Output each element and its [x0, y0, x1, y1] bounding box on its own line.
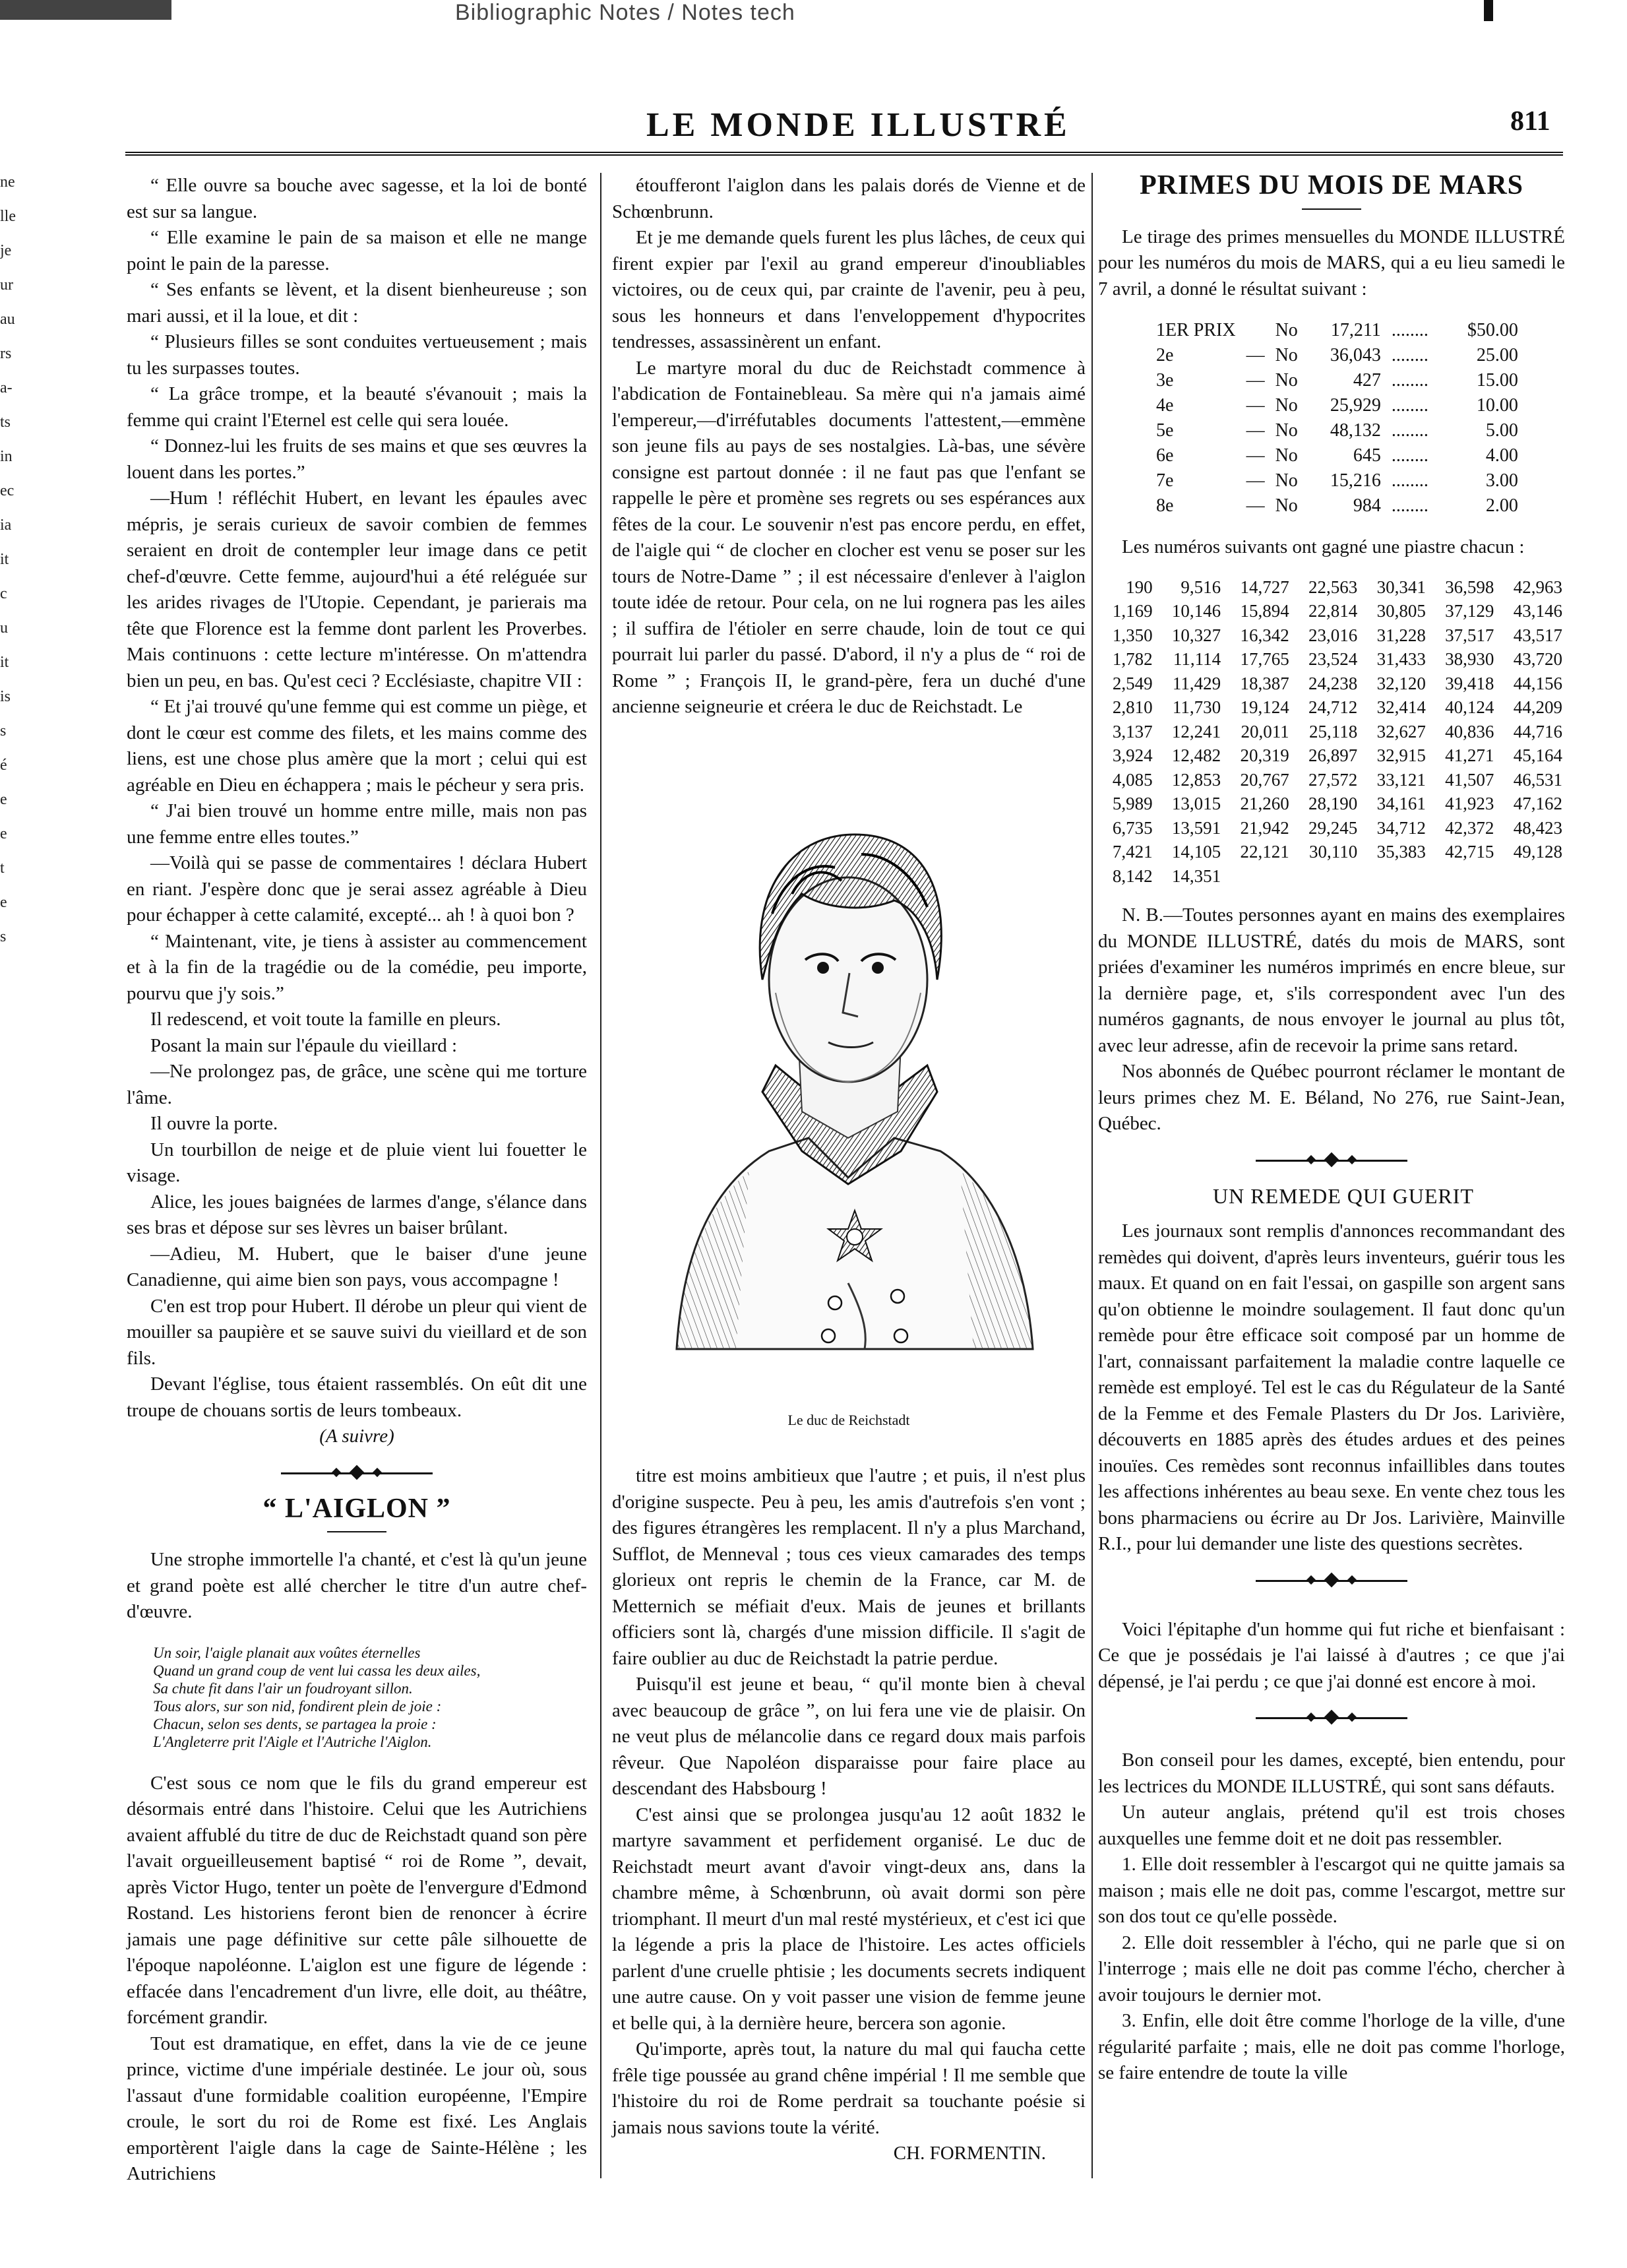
- paragraph: Un auteur anglais, prétend qu'il est trois choses auxquelles une femme doit et ne doit pas ressembler.: [1098, 1802, 1565, 1849]
- numbers-row: [1098, 599, 1565, 623]
- winning-numbers-intro: Les numéros suivants ont gagné une piastre chacun :: [1122, 536, 1525, 557]
- poem-line: Tous alors, sur son nid, fondirent plein de joie :: [153, 1697, 442, 1715]
- prize-amount: 4.00: [1485, 445, 1518, 466]
- winning-number: 20,319: [1240, 745, 1289, 765]
- column-2: [612, 173, 1086, 720]
- prize-dash: —: [1246, 495, 1265, 516]
- winning-number: [1428, 864, 1497, 889]
- winning-number: 41,271: [1445, 745, 1494, 765]
- winning-number: 30,341: [1376, 577, 1426, 597]
- bon-conseil-article: [1098, 1748, 1565, 2087]
- winning-number: [1496, 864, 1565, 889]
- paragraph: “ Elle examine le pain de sa maison et elle ne mange point le pain de la paresse.: [127, 227, 587, 274]
- nb-notice: N. B.—Toutes personnes ayant en mains des exemplaires du MONDE ILLUSTRÉ, datés du mois de MARS, sont priées d'examiner les numéros imprimés en encre bleue, sur la dernière page, et, s'ils correspondent avec l'un des numéros gagnants, de nous envoyer le journal au plus tôt, avec leur adresse, afin de recevoir la prime sans retard.: [1098, 904, 1565, 1056]
- prize-dots: ........: [1391, 320, 1428, 340]
- remede-paragraph: Les journaux sont remplis d'annonces recommandant des remèdes qui doivent, d'après leurs inventeurs, guérir tous les maux. Et quand on en fait l'essai, on gaspille son argent sans qu'on obtienne le moindre soulagement. Il faut donc qu'un remède pour être efficace soit composé par un homme de l'art, connaissant parfaitement la maladie contre laquelle ce remède est employé. Tel est le cas du Régulateur de la Santé de la Femme et des Female Plasters du Dr Jos. Larivière, découverts en 1885 après des études ardues et des peines inouïes. Ces remèdes sont reconnus infaillibles dans toutes les affections inhérentes au beau sexe. En vente chez tous les bons pharmaciens ou écrire au Dr Jos. Larivière, Mainville R.I., pour lui demander une liste des questions secrètes.: [1098, 1220, 1565, 1554]
- margin-fragment: s: [0, 722, 7, 740]
- margin-fragment: rs: [0, 345, 12, 362]
- prize-no: No: [1275, 320, 1298, 340]
- margin-fragment: c: [0, 585, 7, 602]
- winning-number: 22,563: [1308, 577, 1358, 597]
- margin-fragment: s: [0, 928, 7, 945]
- winning-number: 44,156: [1513, 673, 1562, 693]
- numbers-row: [1098, 695, 1565, 720]
- prize-dots: ........: [1391, 445, 1428, 466]
- winning-number: 1,782: [1112, 649, 1153, 669]
- winning-number: 46,531: [1513, 769, 1562, 790]
- poem-line: Sa chute fit dans l'air un foudroyant sillon.: [153, 1680, 413, 1697]
- paragraph: Posant la main sur l'épaule du vieillard :: [150, 1034, 458, 1056]
- winning-number: 18,387: [1240, 673, 1289, 693]
- author-signature: CH. FORMENTIN.: [893, 2143, 1046, 2164]
- winning-number: 37,129: [1445, 601, 1494, 621]
- prize-no: No: [1275, 345, 1298, 365]
- winning-number: 33,121: [1376, 769, 1426, 790]
- margin-fragment: t: [0, 860, 5, 877]
- heading-rule: [327, 1531, 386, 1532]
- poem-line: Un soir, l'aigle planait aux voûtes éternelles: [153, 1644, 421, 1661]
- paragraph: Il ouvre la porte.: [150, 1113, 278, 1134]
- prize-amount: 5.00: [1485, 420, 1518, 441]
- margin-fragment: ne: [0, 173, 15, 191]
- section-ornament: [1098, 1708, 1565, 1728]
- winning-number: 49,128: [1513, 842, 1562, 862]
- prize-dash: —: [1246, 445, 1265, 466]
- numbers-row: [1098, 575, 1565, 600]
- winning-number: 48,423: [1513, 817, 1562, 838]
- quebec-notice: Nos abonnés de Québec pourront réclamer le montant de leurs primes chez M. E. Béland, No 276, rue Saint-Jean, Québec.: [1098, 1061, 1565, 1134]
- winning-number: [1223, 864, 1292, 889]
- winning-number: 34,712: [1376, 817, 1426, 838]
- winning-number: 24,238: [1308, 673, 1358, 693]
- winning-number: 5,989: [1112, 794, 1153, 813]
- winning-number: 13,591: [1171, 817, 1221, 838]
- winning-number: 20,011: [1241, 721, 1289, 741]
- prize-rank: 2e: [1156, 345, 1174, 365]
- portrait-duc-de-reichstadt: [637, 782, 1059, 1356]
- numbers-row: [1098, 743, 1565, 768]
- winning-number: 14,105: [1171, 842, 1221, 862]
- prize-amount: 2.00: [1485, 495, 1518, 516]
- paragraph: titre est moins ambitieux que l'autre ; et puis, il n'est plus d'origine suspecte. Peu à peu, les amis d'autrefois s'en vont ; des figures étrangères les remplacent. Il n'y a plus Marchand, Sufflot, de Menneval ; tous ces vieux camarades des temps glorieux ont repris le chemin de la France, car M. de Metternich se méfiait d'eux. Mais de jeunes et brillants officiers sont là, chargés d'une mission difficile. Il s'agit de faire oublier au duc de Reichstadt la patrie perdue.: [612, 1465, 1086, 1669]
- winning-number: 29,245: [1308, 817, 1358, 838]
- prize-dots: ........: [1391, 420, 1428, 441]
- paragraph: Qu'importe, après tout, la nature du mal qui faucha cette frêle tige poussée au grand chêne impérial ! Il me semble que l'histoire du roi de Rome perdrait sa touchante poésie si jamais nous savions toute la vérité.: [612, 2038, 1086, 2138]
- winning-number: 30,110: [1309, 842, 1358, 862]
- margin-fragment: je: [0, 242, 12, 259]
- winning-number: 42,963: [1513, 577, 1562, 597]
- winning-number: 23,524: [1308, 649, 1358, 669]
- winning-number: 28,190: [1308, 794, 1358, 813]
- section-ornament: [127, 1463, 587, 1483]
- prize-row: [1151, 393, 1523, 418]
- paragraph: “ Plusieurs filles se sont conduites vertueusement ; mais tu les surpasses toutes.: [127, 331, 587, 379]
- prize-row: [1151, 443, 1523, 468]
- winning-number: 11,730: [1172, 697, 1221, 717]
- winning-number: 19,124: [1240, 697, 1289, 717]
- numbers-row: [1098, 720, 1565, 744]
- prize-dash: —: [1246, 345, 1265, 365]
- prize-no: No: [1275, 470, 1298, 491]
- margin-fragments: [0, 165, 26, 1023]
- paragraph: 2. Elle doit ressembler à l'écho, qui ne parle que si on l'interroge ; mais elle ne doit pas comme l'écho, chercher à avoir toujours le dernier mot.: [1098, 1932, 1565, 2005]
- winning-number: 40,124: [1445, 697, 1494, 717]
- winning-number: 38,930: [1445, 649, 1494, 669]
- winning-number: 44,716: [1513, 721, 1562, 741]
- winning-number: 9,516: [1181, 577, 1221, 597]
- winning-number: 25,118: [1309, 721, 1358, 741]
- prize-number: 48,132: [1330, 420, 1381, 441]
- margin-fragment: au: [0, 311, 15, 328]
- winning-number: 20,767: [1240, 769, 1289, 790]
- prize-dash: —: [1246, 395, 1265, 416]
- paragraph: C'en est trop pour Hubert. Il dérobe un pleur qui vient de mouiller sa paupière et se sauve suivi du vieillard et de son fils.: [127, 1295, 587, 1369]
- column-3: [1098, 170, 1565, 2087]
- margin-fragment: a-: [0, 379, 13, 396]
- winning-number: 40,836: [1445, 721, 1494, 741]
- prize-dash: —: [1246, 420, 1265, 441]
- paragraph: Et je me demande quels furent les plus lâches, de ceux qui firent expier par l'exil au grand empereur d'inoubliables victoires, ou de ceux qui, par crainte de l'avenir, peu à peu, sous les honneurs et dans l'enveloppement d'hypocrites tendresses, assassinèrent un enfant.: [612, 227, 1086, 352]
- section-ornament: [1098, 1150, 1565, 1170]
- paragraph: Bon conseil pour les dames, excepté, bien entendu, pour les lectrices du MONDE ILLUSTRÉ, qui sont sans défauts.: [1098, 1749, 1565, 1797]
- winning-number: 13,015: [1171, 794, 1221, 813]
- numbers-row: [1098, 792, 1565, 816]
- winning-number: 41,507: [1445, 769, 1494, 790]
- prize-number: 17,211: [1330, 320, 1381, 340]
- prize-no: No: [1275, 495, 1298, 516]
- header-rule: [125, 152, 1563, 156]
- winning-number: 43,146: [1513, 601, 1562, 621]
- poem-line: L'Angleterre prit l'Aigle et l'Autriche l'Aiglon.: [153, 1733, 432, 1750]
- margin-fragment: e: [0, 894, 7, 911]
- numbers-row: [1098, 672, 1565, 696]
- prize-row: [1151, 368, 1523, 393]
- winning-number: 14,727: [1240, 577, 1289, 597]
- journal-title: LE MONDE ILLUSTRÉ: [646, 106, 1070, 144]
- numbers-row: [1098, 623, 1565, 648]
- winning-number: 11,114: [1173, 649, 1221, 669]
- winning-number: 10,327: [1171, 625, 1221, 645]
- winning-number: 4,085: [1112, 769, 1153, 790]
- margin-fragment: ia: [0, 517, 12, 534]
- prize-amount: $50.00: [1467, 320, 1518, 340]
- prize-dots: ........: [1391, 395, 1428, 416]
- numbers-row: [1098, 768, 1565, 792]
- winning-number: 39,418: [1445, 673, 1494, 693]
- winning-number: 11,429: [1172, 673, 1221, 693]
- prize-number: 984: [1353, 495, 1381, 516]
- winning-number: 14,351: [1171, 866, 1221, 886]
- column-2-lower: [612, 1463, 1086, 2167]
- winning-number: 190: [1126, 577, 1153, 597]
- paragraph: Devant l'église, tous étaient rassemblés. On eût dit une troupe de chouans sortis de leurs tombeaux.: [127, 1373, 587, 1421]
- paragraph: “ La grâce trompe, et la beauté s'évanouit ; mais la femme qui craint l'Eternel est celle qui sera louée.: [127, 383, 587, 431]
- paragraph: Tout est dramatique, en effet, dans la vie de ce jeune prince, victime d'une impériale destinée. Le jour où, sous l'assaut d'une formidable coalition européenne, l'Empire croule, le sort du roi de Rome est fixé. Les Anglais emportèrent l'aigle dans la cage de Sainte-Hélène ; les Autrichiens: [127, 2032, 587, 2184]
- paragraph: “ Et j'ai trouvé qu'une femme qui est comme un piège, et dont le cœur est comme des filets, et les mains comme des liens, est une chose plus amère que la mort ; celui qui est agréable en Dieu en échappera ; mais le pécheur y sera pris.: [127, 696, 587, 796]
- aiglon-article-end: [612, 1463, 1086, 2141]
- heading-rule: [1302, 208, 1361, 210]
- numbers-row: [1098, 647, 1565, 672]
- aiglon-intro: Une strophe immortelle l'a chanté, et c'est là qu'un jeune et grand poète est allé chercher le titre d'un autre chef-d'œuvre.: [127, 1549, 587, 1622]
- prize-row: [1151, 493, 1523, 519]
- prize-number: 36,043: [1330, 345, 1381, 365]
- prize-rank: 7e: [1156, 470, 1174, 491]
- winning-number: 44,209: [1513, 697, 1562, 717]
- winning-number: 31,228: [1376, 625, 1426, 645]
- winning-number: 32,627: [1376, 721, 1426, 741]
- column-divider-2: [1091, 173, 1093, 2178]
- winning-number: 42,715: [1445, 842, 1494, 862]
- winning-number: 12,853: [1171, 769, 1221, 790]
- winning-number: 24,712: [1308, 697, 1358, 717]
- remede-heading: UN REMEDE QUI GUERIT: [1213, 1183, 1474, 1208]
- prize-row: [1151, 418, 1523, 443]
- winning-number: 37,517: [1445, 625, 1494, 645]
- prize-table: [1151, 318, 1523, 519]
- numbers-row: [1098, 840, 1565, 864]
- paragraph: “ J'ai bien trouvé un homme entre mille, mais non pas une femme entre elles toutes.”: [127, 800, 587, 848]
- prize-rank: 1ER PRIX: [1156, 320, 1236, 340]
- paragraph: —Voilà qui se passe de commentaires ! déclara Hubert en riant. J'espère donc que je serai assez agréable à Dieu pour échapper à cette calamité, excepté... ah ! à quoi bon ?: [127, 852, 587, 926]
- prize-no: No: [1275, 445, 1298, 466]
- masthead: [0, 106, 1627, 145]
- prize-dots: ........: [1391, 345, 1428, 365]
- column-1: [127, 173, 587, 2188]
- portrait-caption: Le duc de Reichstadt: [787, 1412, 910, 1428]
- story-continuation: [127, 173, 587, 1424]
- poem-line: Chacun, selon ses dents, se partagea la proie :: [153, 1715, 437, 1732]
- winning-number: 31,433: [1376, 649, 1426, 669]
- winning-number: 10,146: [1171, 601, 1221, 621]
- winning-number: 26,897: [1308, 745, 1358, 765]
- prize-row: [1151, 343, 1523, 368]
- prize-amount: 15.00: [1476, 370, 1518, 391]
- paragraph: “ Elle ouvre sa bouche avec sagesse, et la loi de bonté est sur sa langue.: [127, 175, 587, 222]
- winning-number: 2,810: [1112, 697, 1153, 717]
- paragraph: “ Ses enfants se lèvent, et la disent bienheureuse ; son mari aussi, et il la loue, et dit :: [127, 279, 587, 327]
- margin-fragment: it: [0, 551, 9, 568]
- winning-number: 17,765: [1240, 649, 1289, 669]
- winning-number: 45,164: [1513, 745, 1562, 765]
- epitaph-paragraph: Voici l'épitaphe d'un homme qui fut riche et bienfaisant : Ce que je possédais je l'ai laissé à d'autres ; ce que j'ai dépensé, je l'ai perdu ; ce que j'ai donné est encore à moi.: [1098, 1618, 1565, 1692]
- paragraph: —Adieu, M. Hubert, que le baiser d'une jeune Canadienne, qui aime bien son pays, vous accompagne !: [127, 1243, 587, 1290]
- margin-fragment: lle: [0, 208, 16, 225]
- winning-number: 16,342: [1240, 625, 1289, 645]
- paragraph: 3. Enfin, elle doit être comme l'horloge de la ville, d'une régularité parfaite ; mais, elle ne doit pas comme l'horloge, se faire entendre de toute la ville: [1098, 2010, 1565, 2083]
- winning-number: 22,121: [1240, 842, 1289, 862]
- winning-number: [1360, 864, 1428, 889]
- prize-rank: 5e: [1156, 420, 1174, 441]
- winning-number: 22,814: [1308, 601, 1358, 621]
- winning-number: 41,923: [1445, 794, 1494, 813]
- running-note: Bibliographic Notes / Notes tech: [455, 0, 795, 25]
- numbers-row: [1098, 864, 1565, 889]
- margin-fragment: é: [0, 757, 7, 774]
- winning-number: 35,383: [1376, 842, 1426, 862]
- paragraph: C'est ainsi que se prolongea jusqu'au 12 août 1832 le martyre savamment et perfidement organisé. Le duc de Reichstadt meurt avant d'avoir vingt-deux ans, dans la chambre même, à Schœnbrunn, où avait dormi son père triomphant. Il meurt d'un mal resté mystérieux, et c'est ici que la légende a pris la place de l'histoire. Les actes officiels parlent d'une cruelle phtisie ; les documents secrets indiquent une autre cause. On y voit passer une vision de femme jeune et belle qui, à la dernière heure, bercera son agonie.: [612, 1804, 1086, 2034]
- prize-amount: 3.00: [1485, 470, 1518, 491]
- winning-number: 30,805: [1376, 601, 1426, 621]
- margin-fragment: is: [0, 688, 11, 705]
- poem-stanza: [153, 1644, 587, 1751]
- prize-number: 645: [1353, 445, 1381, 466]
- winning-number: 43,517: [1513, 625, 1562, 645]
- prize-dash: —: [1246, 470, 1265, 491]
- winning-number: 36,598: [1445, 577, 1494, 597]
- section-ornament: [1098, 1571, 1565, 1591]
- prize-amount: 25.00: [1476, 345, 1518, 365]
- margin-fragment: it: [0, 654, 9, 671]
- prize-dots: ........: [1391, 495, 1428, 516]
- aiglon-article-start: [127, 1771, 587, 2188]
- prize-number: 25,929: [1330, 395, 1381, 416]
- prize-no: No: [1275, 395, 1298, 416]
- paragraph: —Ne prolongez pas, de grâce, une scène qui me torture l'âme.: [127, 1061, 587, 1108]
- winning-number: 23,016: [1308, 625, 1358, 645]
- paragraph: —Hum ! réfléchit Hubert, en levant les épaules avec mépris, je serais curieux de savoir combien de femmes seraient en droit de contempler leur image dans ce petit chef-d'œuvre. Cette femme, aujourd'hui a été reléguée sur les arides rivages de l'Utopie. Cependant, je parierais ma tête que Florence est la femme dont parlent les Proverbes. Mais continuons : cette lecture m'intéresse. On m'attendra bien un peu, en bas. Qu'est ceci ? Ecclésiaste, chapitre VII :: [127, 488, 587, 691]
- winning-number: 3,924: [1112, 745, 1153, 765]
- prize-row: [1151, 318, 1523, 343]
- margin-fragment: ec: [0, 482, 15, 499]
- paragraph: 1. Elle doit ressembler à l'escargot qui ne quitte jamais sa maison ; mais elle ne doit pas, comme l'escargot, mettre sur son dos tout ce qu'elle possède.: [1098, 1854, 1565, 1927]
- running-note-bar: [0, 0, 1627, 26]
- winning-number: 47,162: [1513, 794, 1562, 813]
- paragraph: Le martyre moral du duc de Reichstadt commence à l'abdication de Fontainebleau. Sa mère qui n'a jamais aimé l'empereur,—d'irréfutables documents l'attestent,—emmène son jeune fils au pays de ses nostalgies. Là-bas, une sévère consigne est partout donnée : il ne faut pas que l'enfant se rappelle le père et promène ses regrets ou ses espérances aux fêtes de la cour. Le souvenir n'est pas encore perdu, en effet, de l'aigle qui “ de clocher en clocher est venu se poser sur les tours de Notre-Dame ” ; il est nécessaire d'enlever à l'aiglon toute idée de retour. Pour cela, on ne lui rognera pas les ailes ; il suffira de l'étioler en serre chaude, loin de tout ce qui pourrait lui parler du passé. D'abord, il n'y a plus de “ roi de Rome ” ; François II, le grand-père, fera un duché d'une ancienne seigneurie et créera le duc de Reichstadt. Le: [612, 357, 1086, 717]
- winning-number: 12,241: [1171, 721, 1221, 741]
- prize-dash: —: [1246, 370, 1265, 391]
- scan-mark: [1484, 0, 1493, 21]
- winning-number: 1,350: [1112, 625, 1153, 645]
- prize-rank: 6e: [1156, 445, 1174, 466]
- numbers-row: [1098, 816, 1565, 840]
- column-divider-1: [600, 173, 601, 2178]
- prize-number: 15,216: [1330, 470, 1381, 491]
- prize-rank: 3e: [1156, 370, 1174, 391]
- winning-number: [1292, 864, 1361, 889]
- margin-fragment: ur: [0, 276, 13, 294]
- prize-rank: 8e: [1156, 495, 1174, 516]
- prize-dash: [1241, 318, 1270, 343]
- prize-no: No: [1275, 420, 1298, 441]
- margin-fragment: ts: [0, 414, 11, 431]
- paragraph: Alice, les joues baignées de larmes d'ange, s'élance dans ses bras et dépose sur ses lèvres un baiser brûlant.: [127, 1191, 587, 1238]
- winning-number: 43,720: [1513, 649, 1562, 669]
- winning-number: 15,894: [1240, 601, 1289, 621]
- paragraph: “ Donnez-lui les fruits de ses mains et que ses œuvres la louent dans les portes.”: [127, 435, 587, 483]
- winning-number: 34,161: [1376, 794, 1426, 813]
- winning-number: 27,572: [1308, 769, 1358, 790]
- paragraph: Un tourbillon de neige et de pluie vient lui fouetter le visage.: [127, 1139, 587, 1186]
- prize-dots: ........: [1391, 470, 1428, 491]
- paragraph: Puisqu'il est jeune et beau, “ qu'il monte bien à cheval avec beaucoup de grâce ”, on lui fera une vie de plaisir. On ne veut plus de mélancolie dans ce regard doux mais parfois rêveur. Que Napoléon disparaisse pour faire place au descendant des Habsbourg !: [612, 1674, 1086, 1799]
- prize-rank: 4e: [1156, 395, 1174, 416]
- margin-fragment: e: [0, 791, 7, 808]
- paragraph: C'est sous ce nom que le fils du grand empereur est désormais entré dans l'histoire. Celui que les Autrichiens avaient affublé du titre de duc de Reichstadt quand son père l'avait orgueilleusement baptisé “ roi de Rome ”, devait, après Victor Hugo, tenter un poète de l'envergure d'Edmond Rostand. Les historiens feront bien de renoncer à écrire jamais une page définitive sur cette pâle silhouette de l'époque napoléonne. L'aiglon est une figure de légende : effacée dans l'encadrement d'un livre, elle doit, au théâtre, forcément grandir.: [127, 1772, 587, 2028]
- winning-numbers-table: [1098, 575, 1565, 889]
- page-number: 811: [1510, 106, 1550, 137]
- winning-number: 21,942: [1240, 817, 1289, 838]
- margin-fragment: u: [0, 619, 8, 637]
- prize-row: [1151, 468, 1523, 493]
- primes-intro: Le tirage des primes mensuelles du MONDE ILLUSTRÉ pour les numéros du mois de MARS, qui a eu lieu samedi le 7 avril, a donné le résultat suivant :: [1098, 226, 1565, 299]
- prize-no: No: [1275, 370, 1298, 391]
- paragraph: “ Maintenant, vite, je tiens à assister au commencement et à la fin de la tragédie ou de la comédie, peu importe, pourvu que j'y sois.”: [127, 930, 587, 1004]
- winning-number: 8,142: [1112, 866, 1153, 886]
- winning-number: 32,915: [1376, 745, 1426, 765]
- winning-number: 6,735: [1112, 817, 1153, 838]
- prize-number: 427: [1353, 370, 1381, 391]
- paragraph: Il redescend, et voit toute la famille en pleurs.: [150, 1009, 501, 1030]
- winning-number: 2,549: [1112, 673, 1153, 693]
- to-be-continued: (A suivre): [319, 1426, 394, 1447]
- winning-number: 3,137: [1112, 721, 1153, 741]
- winning-number: 7,421: [1112, 842, 1153, 862]
- prize-amount: 10.00: [1476, 395, 1518, 416]
- poem-line: Quand un grand coup de vent lui cassa les deux ailes,: [153, 1662, 481, 1679]
- prize-dots: ........: [1391, 370, 1428, 391]
- winning-number: 32,120: [1376, 673, 1426, 693]
- winning-number: 12,482: [1171, 745, 1221, 765]
- paragraph: étoufferont l'aiglon dans les palais dorés de Vienne et de Schœnbrunn.: [612, 175, 1086, 222]
- primes-heading: PRIMES DU MOIS DE MARS: [1139, 170, 1524, 201]
- aiglon-heading: “ L'AIGLON ”: [262, 1493, 451, 1524]
- winning-number: 21,260: [1240, 794, 1289, 813]
- margin-fragment: in: [0, 448, 13, 465]
- winning-number: 42,372: [1445, 817, 1494, 838]
- aiglon-article-continued: [612, 173, 1086, 720]
- winning-number: 32,414: [1376, 697, 1426, 717]
- margin-fragment: e: [0, 825, 7, 842]
- winning-number: 1,169: [1112, 601, 1153, 621]
